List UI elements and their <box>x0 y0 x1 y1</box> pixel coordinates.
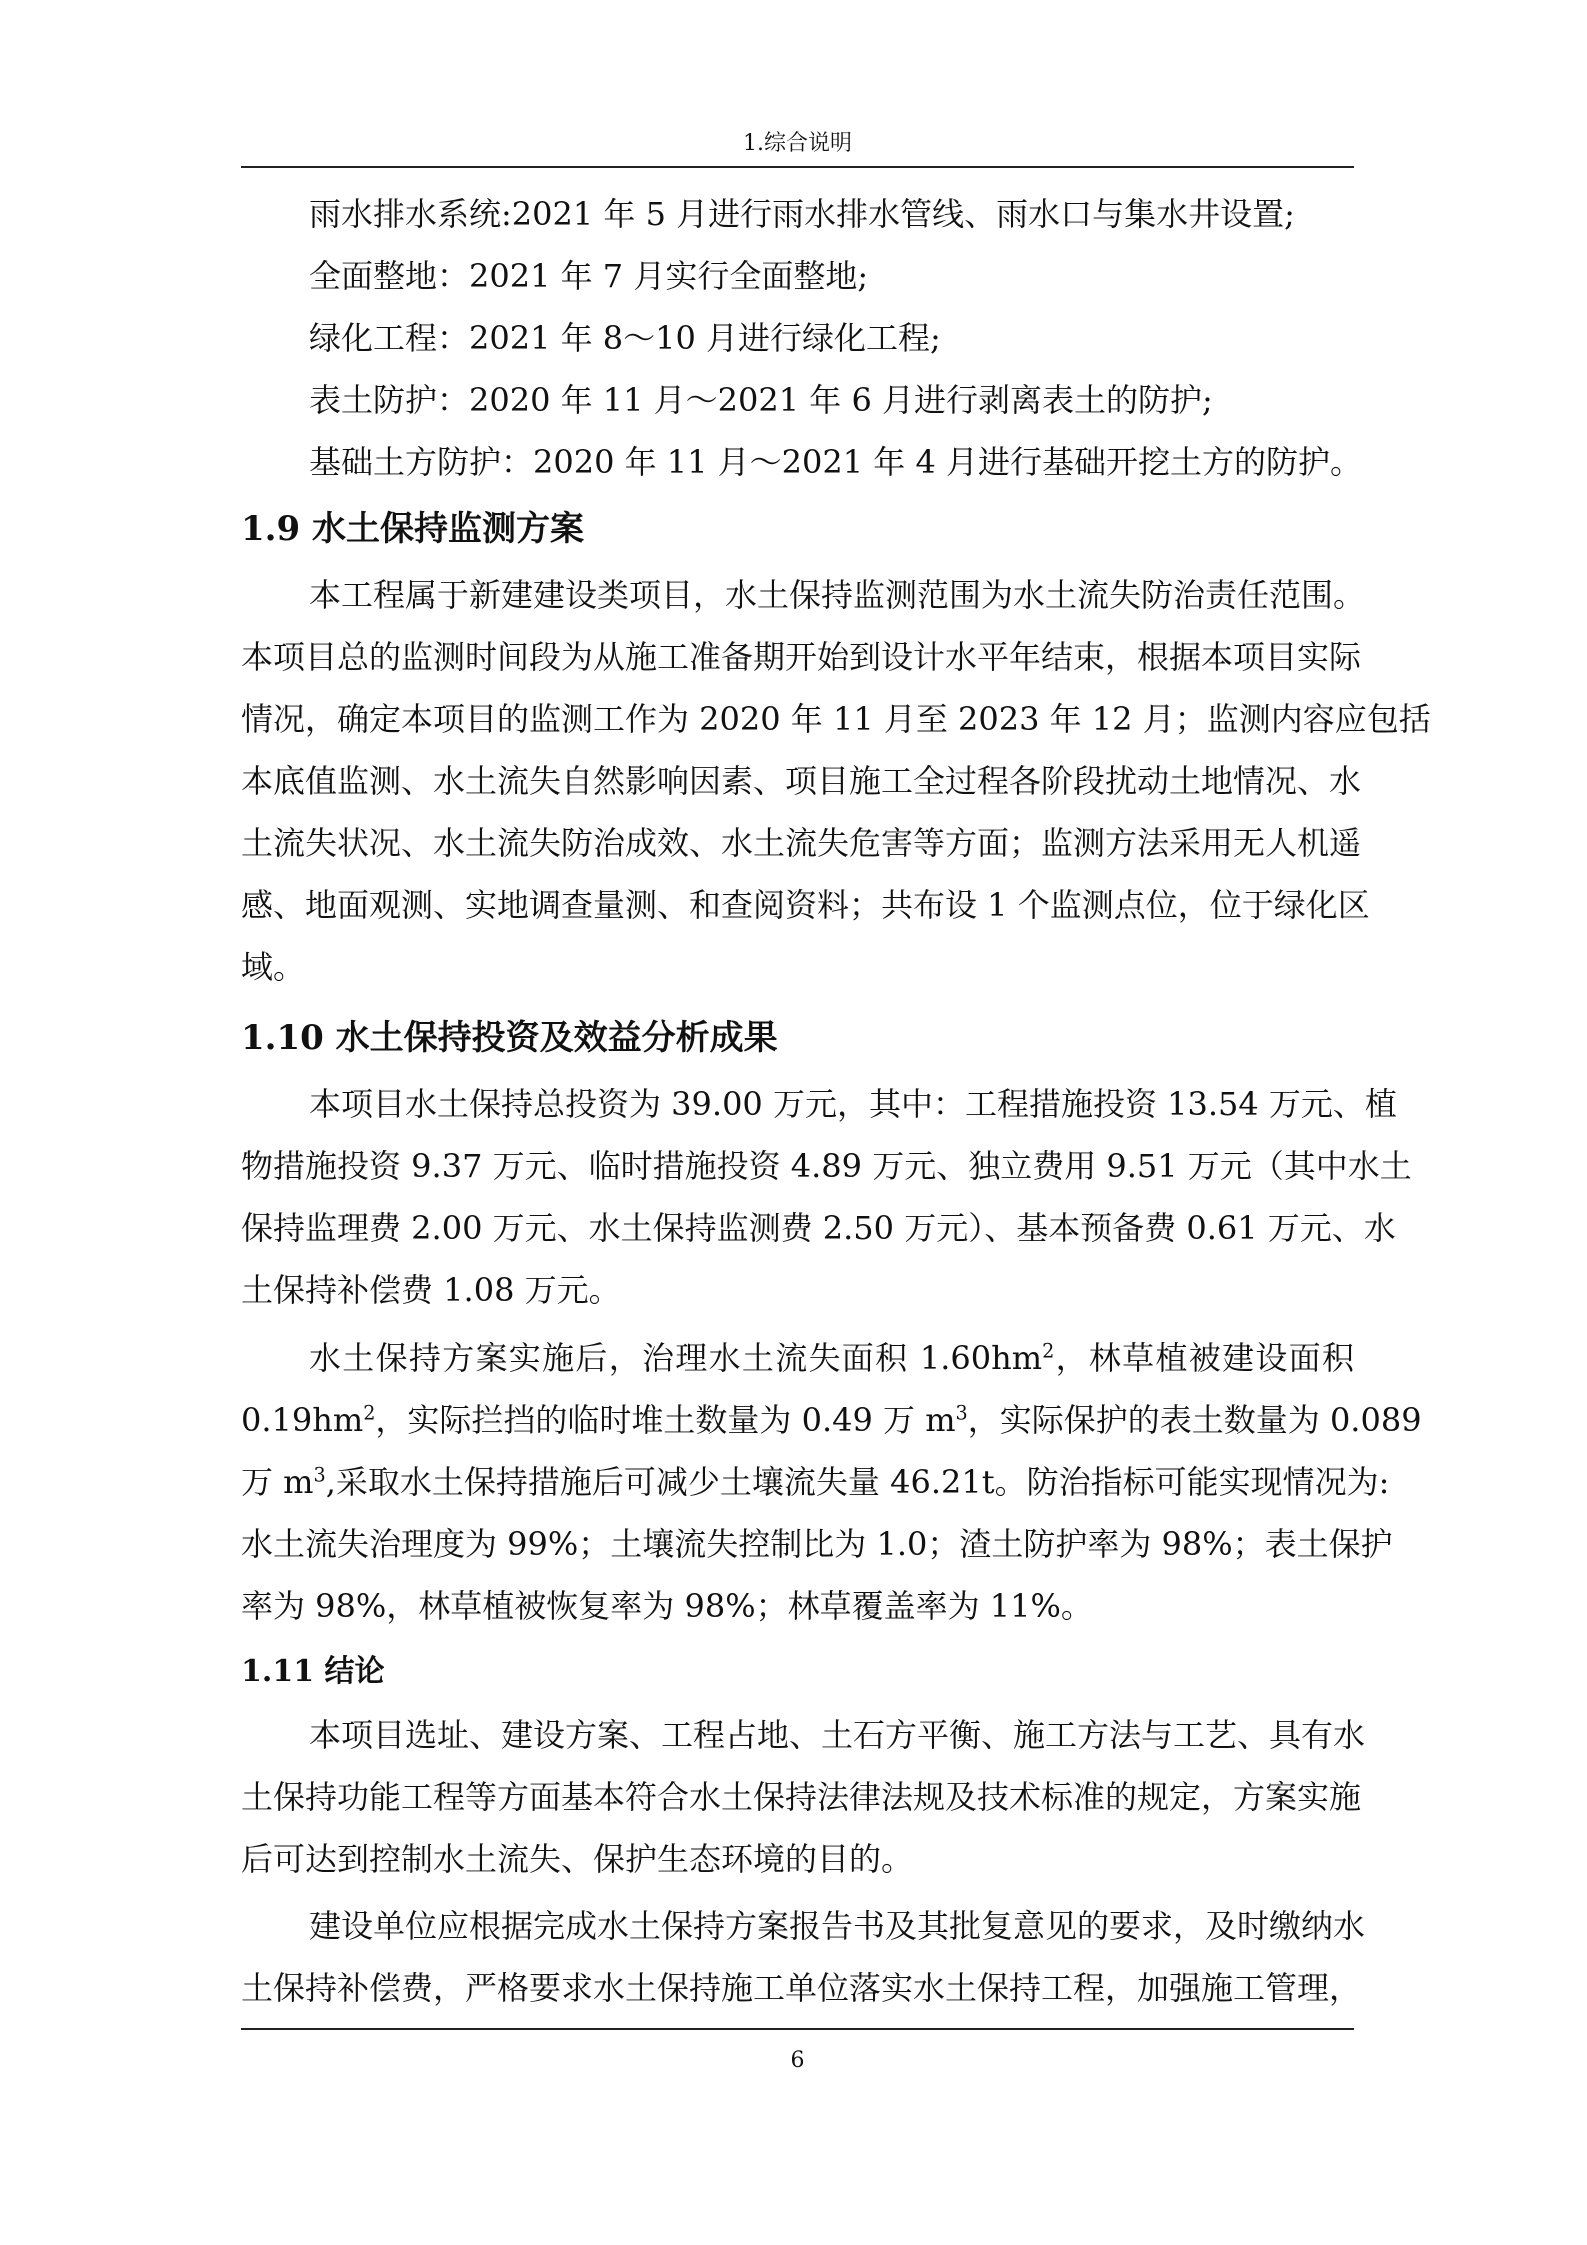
paragraph-line: 保持监理费 2.00 万元、水土保持监测费 2.50 万元）、基本预备费 0.61 万元、水 <box>241 1209 1396 1247</box>
paragraph-line: 域。 <box>241 948 306 986</box>
paragraph-line: 情况，确定本项目的监测工作为 2020 年 11 月至 2023 年 12 月；监测内容应包括 <box>241 700 1431 738</box>
superscript: 2 <box>363 1401 376 1425</box>
header-rule <box>241 166 1354 168</box>
paragraph-line: 本项目总的监测时间段为从施工准备期开始到设计水平年结束，根据本项目实际 <box>241 638 1362 676</box>
text-run: 0.19hm <box>241 1401 364 1439</box>
paragraph-line: 本项目选址、建设方案、工程占地、土石方平衡、施工方法与工艺、具有水 <box>309 1716 1366 1754</box>
text-run: 水土保持方案实施后，治理水土流失面积 1.60hm <box>309 1339 1043 1377</box>
text-run: ，实际拦挡的临时堆土数量为 0.49 万 m <box>375 1401 956 1439</box>
paragraph-line <box>241 1397 1422 1443</box>
text-run: ，林草植被建设面积 <box>1054 1339 1354 1377</box>
paragraph-line: 本底值监测、水土流失自然影响因素、项目施工全过程各阶段扰动土地情况、水 <box>241 762 1362 800</box>
paragraph-line: 本项目水土保持总投资为 39.00 万元，其中：工程措施投资 13.54 万元、植 <box>309 1085 1397 1123</box>
schedule-item-grading: 全面整地：2021 年 7 月实行全面整地; <box>309 257 869 295</box>
paragraph-line <box>309 1335 1354 1381</box>
paragraph-line: 后可达到控制水土流失、保护生态环境的目的。 <box>241 1840 914 1878</box>
superscript: 2 <box>1042 1339 1055 1363</box>
footer-rule <box>241 2028 1354 2030</box>
superscript: 3 <box>313 1463 326 1487</box>
paragraph-line: 水土流失治理度为 99%；土壤流失控制比为 1.0；渣土防护率为 98%；表土保护 <box>241 1525 1393 1563</box>
paragraph-line: 感、地面观测、实地调查量测、和查阅资料；共布设 1 个监测点位，位于绿化区 <box>241 886 1370 924</box>
paragraph-line: 土保持功能工程等方面基本符合水土保持法律法规及技术标准的规定，方案实施 <box>241 1778 1362 1816</box>
section-heading-1-9: 1.9 水土保持监测方案 <box>241 509 584 549</box>
schedule-item-greening: 绿化工程：2021 年 8～10 月进行绿化工程; <box>309 319 941 357</box>
page-number: 6 <box>790 2048 805 2073</box>
superscript: 3 <box>955 1401 968 1425</box>
section-heading-1-11: 1.11 结论 <box>241 1654 385 1689</box>
paragraph-line: 土流失状况、水土流失防治成效、水土流失危害等方面；监测方法采用无人机遥 <box>241 824 1362 862</box>
text-run: 万 m <box>241 1463 314 1501</box>
paragraph-line: 建设单位应根据完成水土保持方案报告书及其批复意见的要求，及时缴纳水 <box>309 1907 1366 1945</box>
schedule-item-foundation: 基础土方防护：2020 年 11 月～2021 年 4 月进行基础开挖土方的防护。 <box>309 443 1362 481</box>
running-header-title: 1.综合说明 <box>743 131 852 156</box>
paragraph-line <box>241 1459 1390 1505</box>
text-run: ，实际保护的表土数量为 0.089 <box>967 1401 1422 1439</box>
schedule-item-drainage: 雨水排水系统:2021 年 5 月进行雨水排水管线、雨水口与集水井设置; <box>309 195 1295 233</box>
paragraph-line: 土保持补偿费，严格要求水土保持施工单位落实水土保持工程，加强施工管理， <box>241 1969 1362 2007</box>
text-run: ,采取水土保持措施后可减少土壤流失量 46.21t。防治指标可能实现情况为: <box>325 1463 1390 1501</box>
paragraph-line: 率为 98%，林草植被恢复率为 98%；林草覆盖率为 11%。 <box>241 1587 1093 1625</box>
paragraph-line: 物措施投资 9.37 万元、临时措施投资 4.89 万元、独立费用 9.51 万元（其中水土 <box>241 1147 1412 1185</box>
section-heading-1-10: 1.10 水土保持投资及效益分析成果 <box>241 1018 778 1058</box>
paragraph-line: 土保持补偿费 1.08 万元。 <box>241 1271 621 1309</box>
schedule-item-topsoil: 表土防护：2020 年 11 月～2021 年 6 月进行剥离表土的防护; <box>309 381 1213 419</box>
paragraph-line: 本工程属于新建建设类项目，水土保持监测范围为水土流失防治责任范围。 <box>309 576 1366 614</box>
